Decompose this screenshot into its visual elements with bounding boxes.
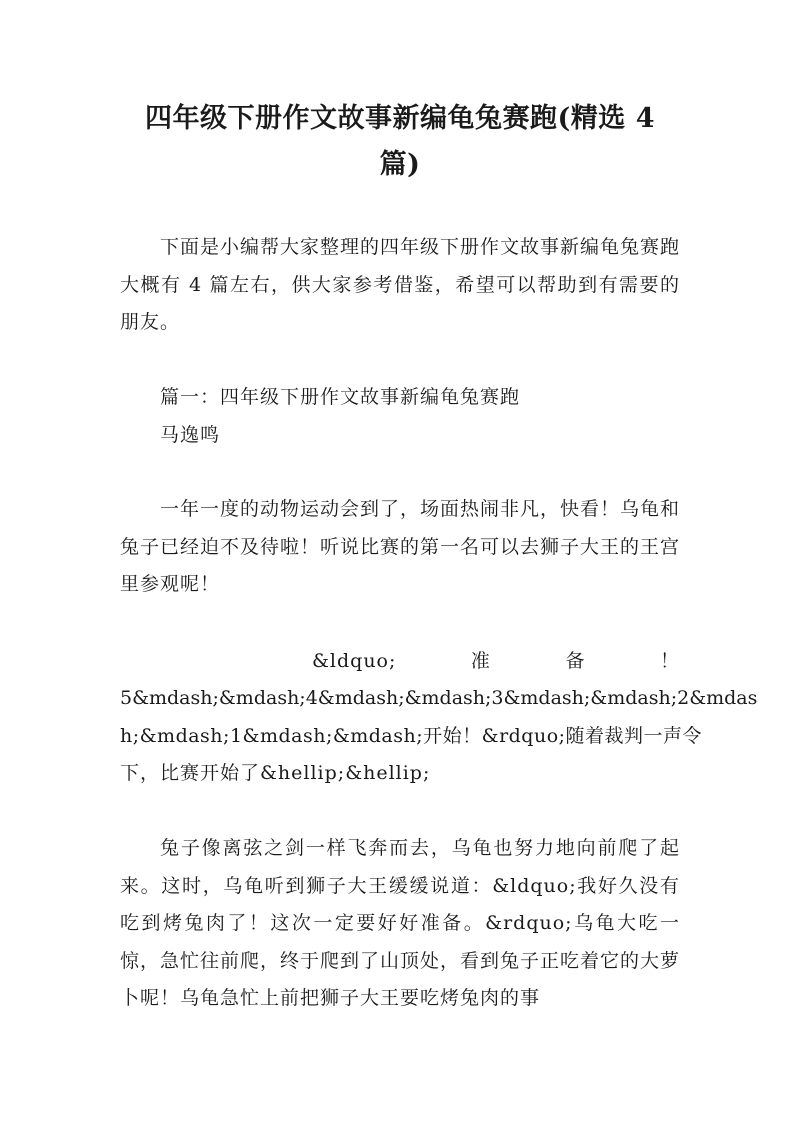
countdown-line-2: 5&mdash;&mdash;4&mdash;&mdash;3&mdash;&mdash;2&mdas [120, 687, 758, 709]
countdown-line-1 [120, 643, 680, 681]
countdown-token-bei: 备 [565, 650, 586, 672]
document-title [110, 96, 690, 188]
countdown-token-quote: &ldquo; [312, 650, 397, 672]
section-author: 马逸鸣 [160, 424, 221, 446]
title-line-2: 篇) [379, 149, 421, 180]
section-heading: 篇一：四年级下册作文故事新编龟兔赛跑 [160, 386, 521, 408]
story-paragraph-1: 一年一度的动物运动会到了，场面热闹非凡，快看！乌龟和兔子已经迫不及待啦！听说比赛的第一名可以去狮子大王的王宫里参观呢！ [120, 498, 681, 595]
story-paragraph-2: 兔子像离弦之剑一样飞奔而去，乌龟也努力地向前爬了起来。这时，乌龟听到狮子大王缓缓说道：&ldquo;我好久没有吃到烤兔肉了！这次一定要好好准备。&rdquo;乌龟大吃一惊，急忙往前爬，终于爬到了山顶处，看到兔子正吃着它的大萝卜呢！乌龟急忙上前把狮子大王要吃烤兔肉的事 [120, 837, 681, 1009]
countdown-token-zhun: 准 [470, 650, 491, 672]
countdown-line-4: 下，比赛开始了&hellip;&hellip; [120, 762, 431, 784]
intro-paragraph: 下面是小编帮大家整理的四年级下册作文故事新编龟兔赛跑大概有 4 篇左右，供大家参考借鉴，希望可以帮助到有需要的朋友。 [120, 236, 681, 333]
title-line-1: 四年级下册作文故事新编龟兔赛跑(精选 4 [145, 103, 655, 134]
countdown-token-exclaim: ！ [659, 650, 680, 672]
countdown-line-3: h;&mdash;1&mdash;&mdash;开始！&rdquo;随着裁判一声令 [120, 725, 703, 747]
